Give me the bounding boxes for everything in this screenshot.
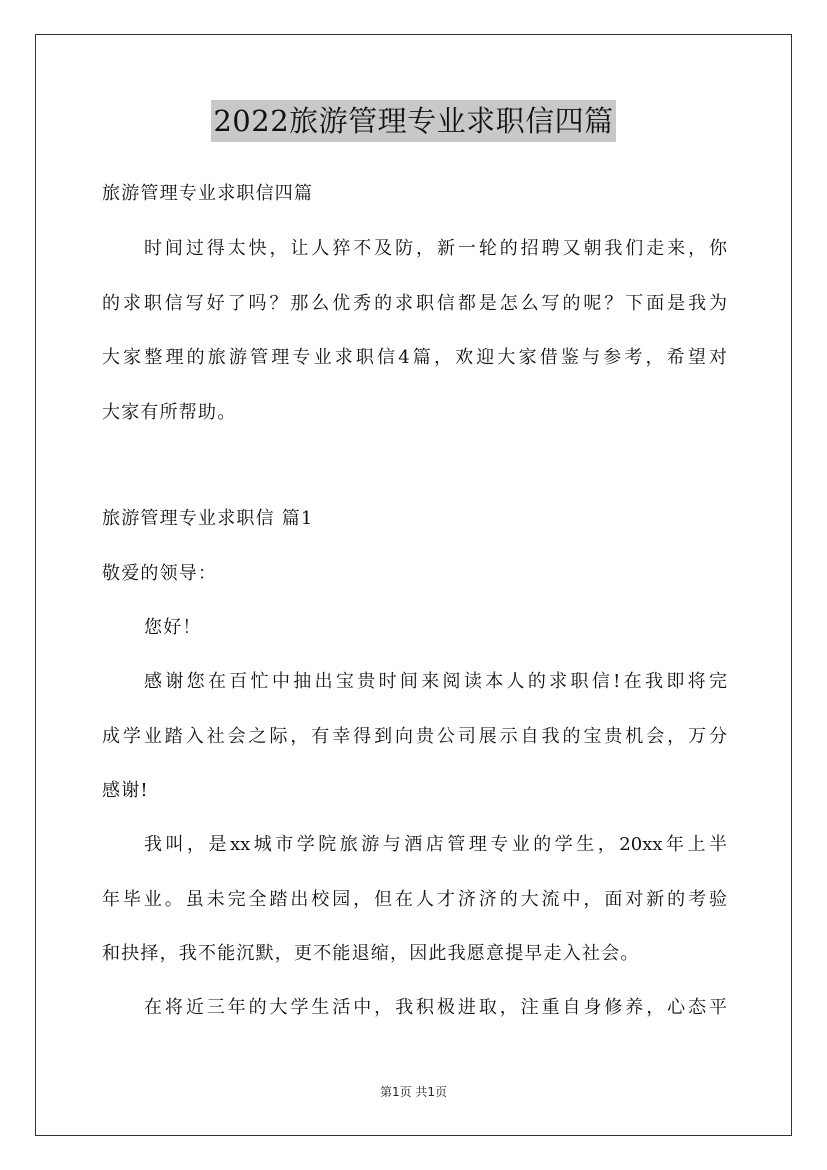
- section-heading: 旅游管理专业求职信 篇1: [102, 508, 314, 529]
- paragraph2-line-2: 年毕业。虽未完全踏出校园，但在人才济济的大流中，面对新的考验: [102, 889, 727, 910]
- document-subtitle: 旅游管理专业求职信四篇: [102, 183, 314, 204]
- page-footer: 第1页 共1页: [379, 1085, 448, 1099]
- document-title: 2022旅游管理专业求职信四篇: [211, 100, 615, 142]
- intro-line-2: 的求职信写好了吗？那么优秀的求职信都是怎么写的呢？下面是我为: [102, 293, 727, 314]
- paragraph1-line-3: 感谢!: [102, 780, 149, 801]
- intro-line-3: 大家整理的旅游管理专业求职信4篇，欢迎大家借鉴与参考，希望对: [102, 347, 727, 368]
- paragraph1-line-1: 感谢您在百忙中抽出宝贵时间来阅读本人的求职信!在我即将完: [144, 671, 727, 692]
- salutation: 敬爱的领导：: [102, 563, 218, 584]
- greeting: 您好！: [144, 617, 202, 638]
- intro-line-4: 大家有所帮助。: [102, 402, 237, 423]
- title-container: [0, 100, 827, 142]
- paragraph2-line-1: 我叫，是xx城市学院旅游与酒店管理专业的学生，20xx年上半: [144, 834, 727, 855]
- paragraph3-line-1: 在将近三年的大学生活中，我积极进取，注重自身修养，心态平: [144, 997, 727, 1018]
- paragraph1-line-2: 成学业踏入社会之际，有幸得到向贵公司展示自我的宝贵机会，万分: [102, 726, 727, 747]
- paragraph2-line-3: 和抉择，我不能沉默，更不能退缩，因此我愿意提早走入社会。: [102, 943, 640, 964]
- intro-line-1: 时间过得太快，让人猝不及防，新一轮的招聘又朝我们走来，你: [144, 238, 727, 259]
